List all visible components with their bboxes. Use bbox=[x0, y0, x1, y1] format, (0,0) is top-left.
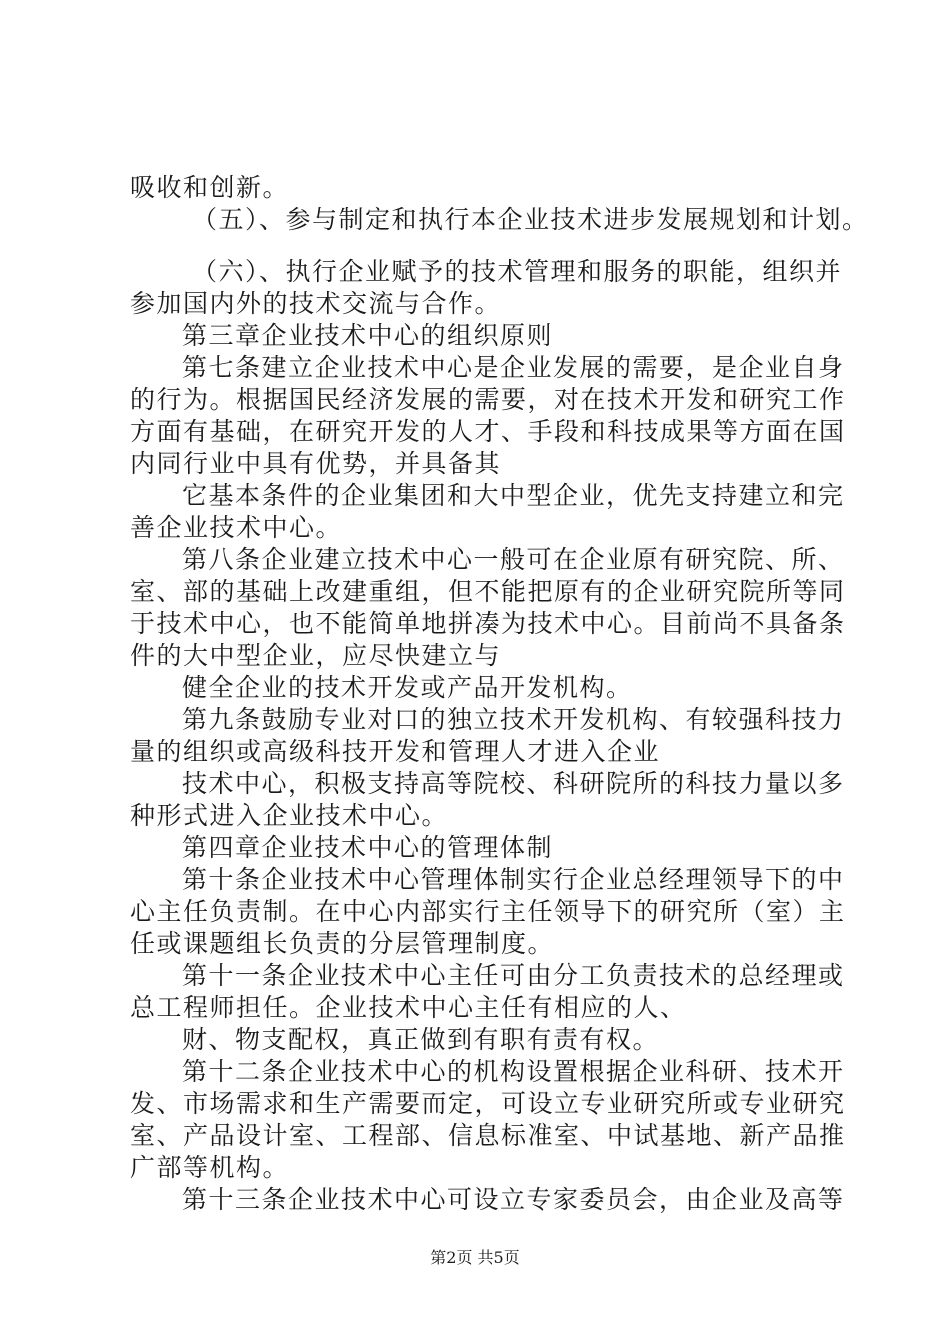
text-line: （五）、参与制定和执行本企业技术进步发展规划和计划。 bbox=[192, 205, 869, 234]
text-line: 量的组织或高级科技开发和管理人才进入企业 bbox=[130, 737, 661, 766]
text-line: 的行为。根据国民经济发展的需要，对在技术开发和研究工作 bbox=[130, 385, 846, 414]
paragraph-gap bbox=[130, 236, 840, 256]
text-line: 健全企业的技术开发或产品开发机构。 bbox=[182, 673, 633, 702]
text-line: 技术中心，积极支持高等院校、科研院所的科技力量以多 bbox=[182, 769, 845, 798]
text-line: 财、物支配权，真正做到有职有责有权。 bbox=[182, 1025, 660, 1054]
text-line: 任或课题组长负责的分层管理制度。 bbox=[130, 929, 555, 958]
text-line: 第十一条企业技术中心主任可由分工负责技术的总经理或 bbox=[182, 961, 845, 990]
chapter-heading: 第四章企业技术中心的管理体制 bbox=[182, 833, 554, 862]
text-line: 第十条企业技术中心管理体制实行企业总经理领导下的中 bbox=[182, 865, 845, 894]
text-line: 第八条企业建立技术中心一般可在企业原有研究院、所、 bbox=[182, 545, 845, 574]
text-line: 发、市场需求和生产需要而定，可设立专业研究所或专业研究 bbox=[130, 1089, 846, 1118]
text-line: 方面有基础，在研究开发的人才、手段和科技成果等方面在国 bbox=[130, 417, 846, 446]
text-line: 它基本条件的企业集团和大中型企业，优先支持建立和完 bbox=[182, 481, 845, 510]
text-line: 第十二条企业技术中心的机构设置根据企业科研、技术开 bbox=[182, 1057, 845, 1086]
chapter-heading: 第三章企业技术中心的组织原则 bbox=[182, 321, 554, 350]
text-line: 心主任负责制。在中心内部实行主任领导下的研究所（室）主 bbox=[130, 897, 846, 926]
text-line: 室、部的基础上改建重组，但不能把原有的企业研究院所等同 bbox=[130, 577, 846, 606]
text-line: 第十三条企业技术中心可设立专家委员会，由企业及高等 bbox=[182, 1185, 845, 1214]
text-line: 广部等机构。 bbox=[130, 1153, 290, 1182]
text-line: 第七条建立企业技术中心是企业发展的需要，是企业自身 bbox=[182, 353, 845, 382]
text-line: 吸收和创新。 bbox=[130, 173, 290, 202]
page-number-footer: 第2页 共5页 bbox=[430, 1248, 520, 1267]
text-line: （六）、执行企业赋予的技术管理和服务的职能，组织并 bbox=[192, 257, 843, 286]
text-line: 总工程师担任。企业技术中心主任有相应的人、 bbox=[130, 993, 687, 1022]
text-line: 种形式进入企业技术中心。 bbox=[130, 801, 449, 830]
text-line: 参加国内外的技术交流与合作。 bbox=[130, 289, 502, 318]
text-line: 善企业技术中心。 bbox=[130, 513, 343, 542]
text-line: 件的大中型企业，应尽快建立与 bbox=[130, 641, 502, 670]
document-body bbox=[130, 172, 869, 1216]
text-line: 第九条鼓励专业对口的独立技术开发机构、有较强科技力 bbox=[182, 705, 845, 734]
text-line: 内同行业中具有优势，并具备其 bbox=[130, 449, 502, 478]
text-line: 室、产品设计室、工程部、信息标准室、中试基地、新产品推 bbox=[130, 1121, 846, 1150]
text-line: 于技术中心，也不能简单地拼凑为技术中心。目前尚不具备条 bbox=[130, 609, 846, 638]
